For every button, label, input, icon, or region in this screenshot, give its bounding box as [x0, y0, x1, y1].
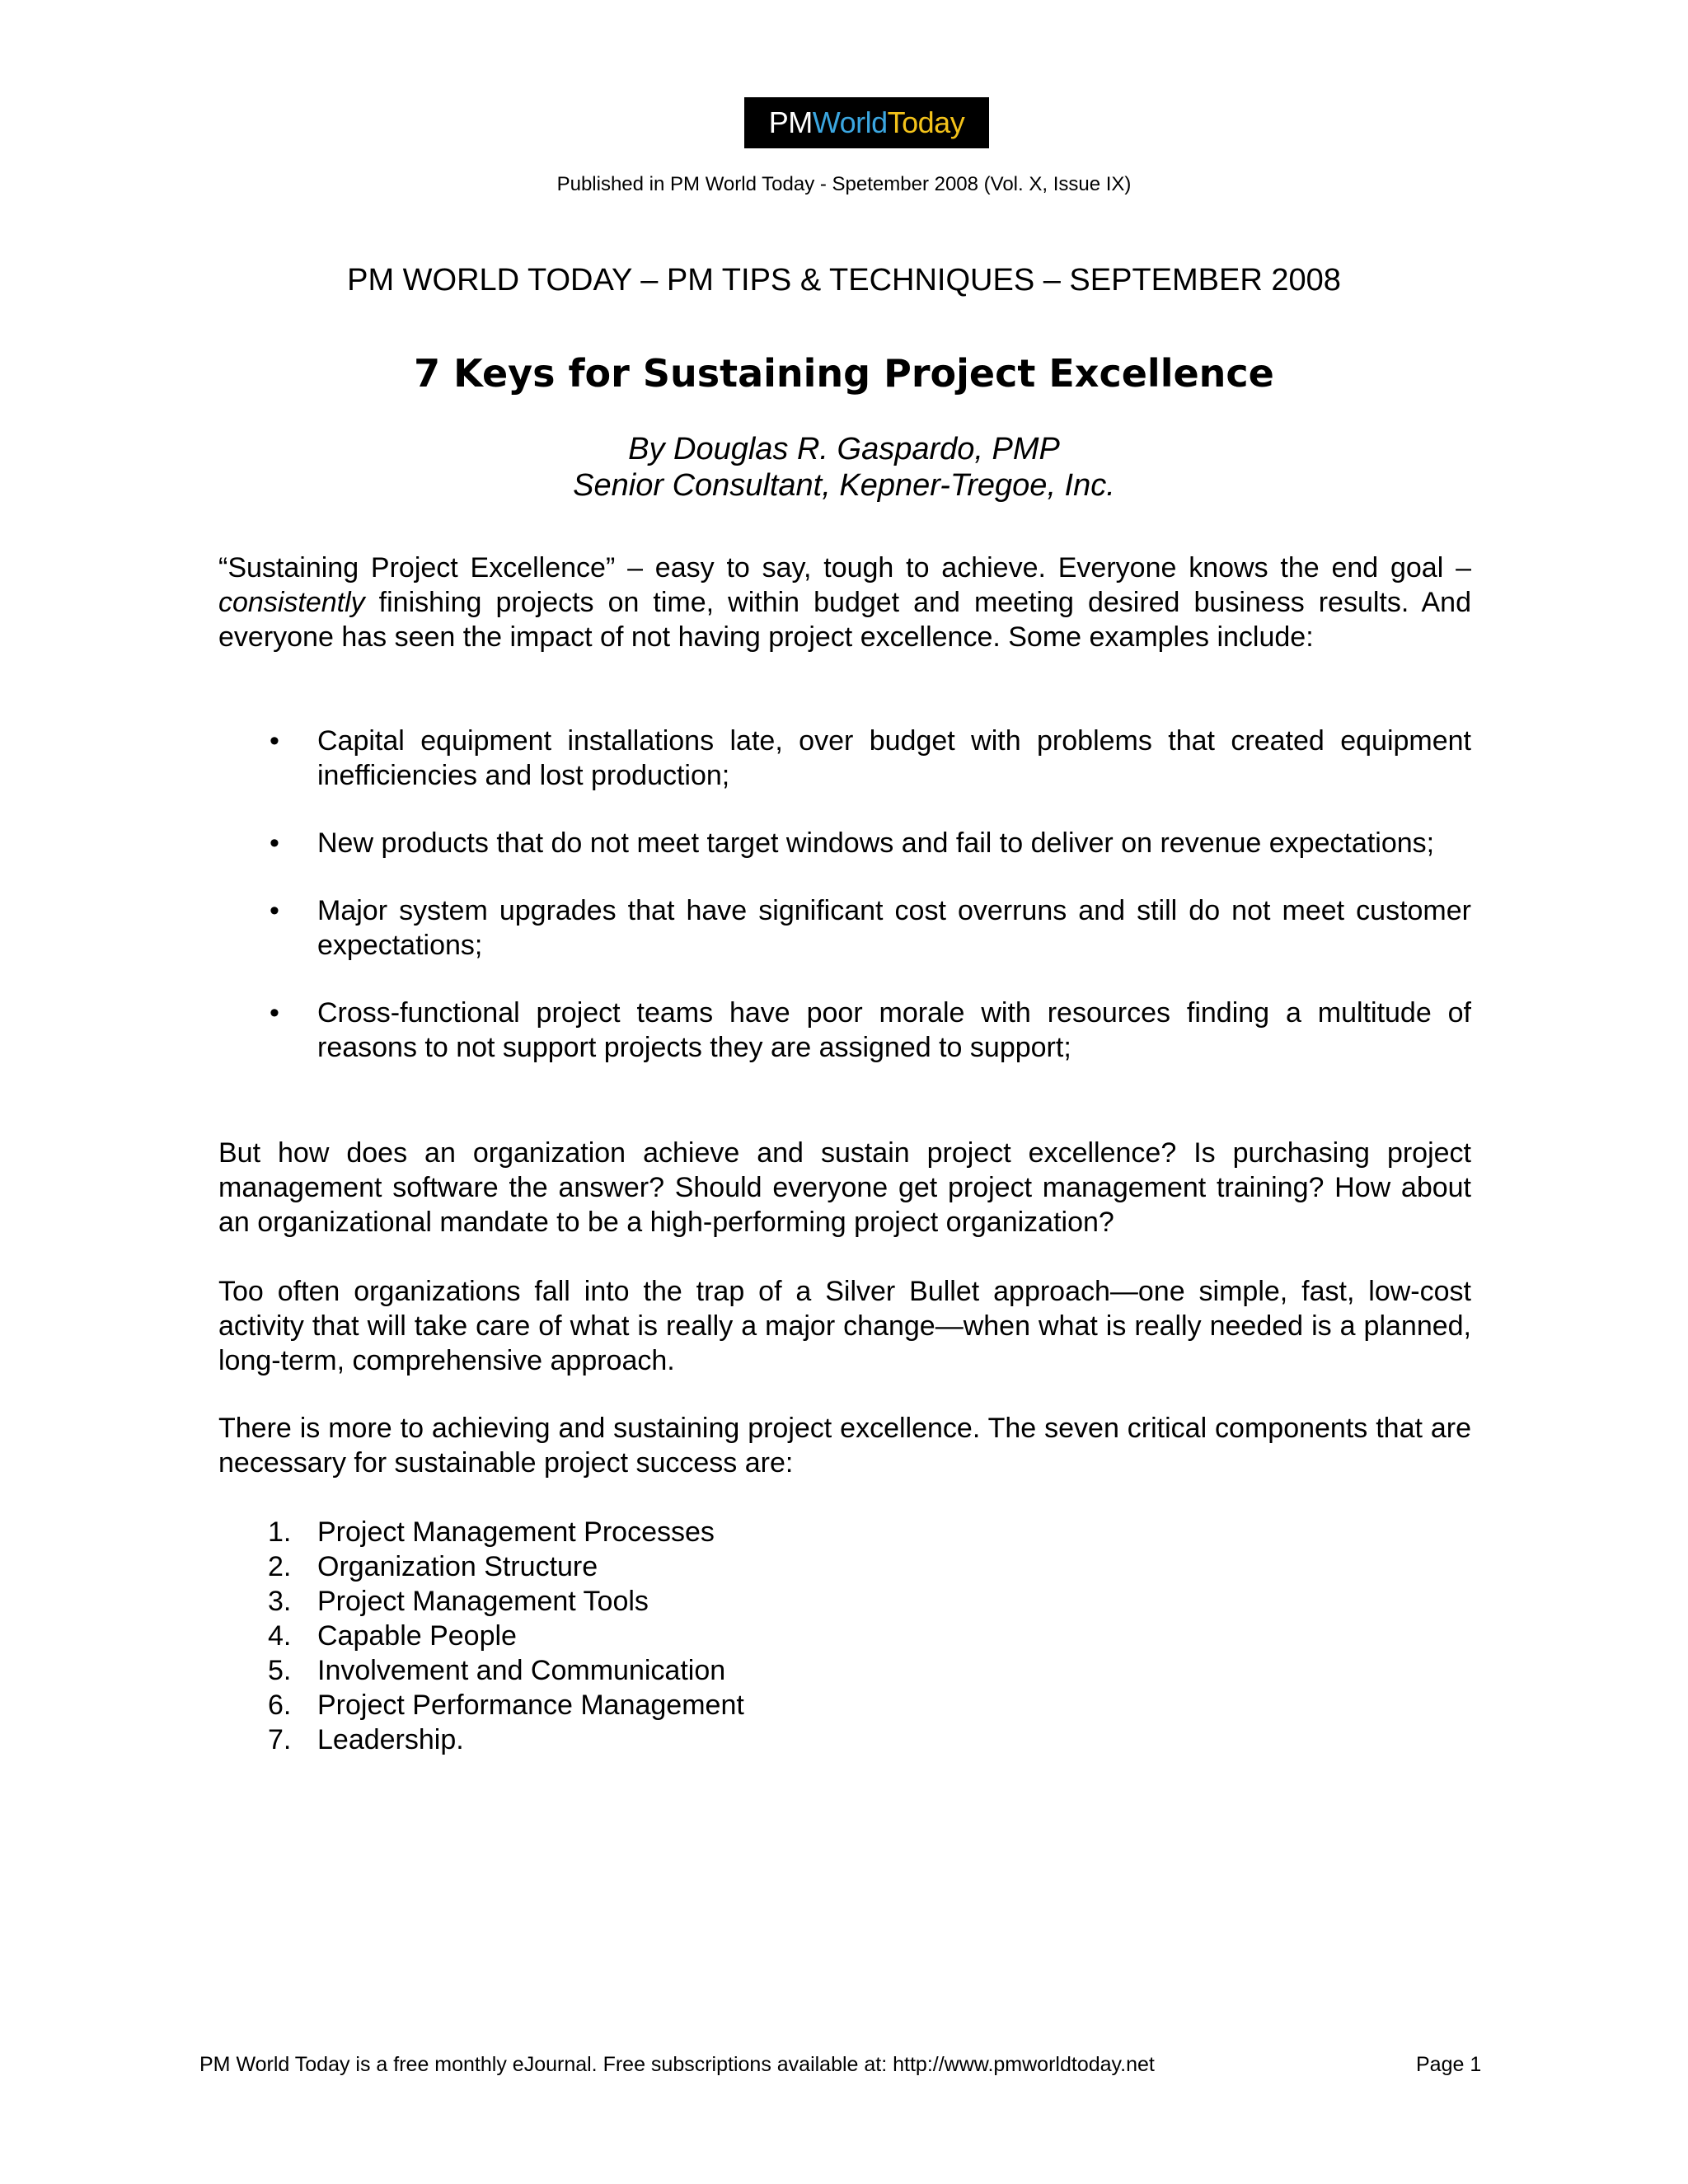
- bullet-item: [218, 826, 1471, 860]
- author-role: Senior Consultant, Kepner-Tregoe, Inc.: [573, 468, 1115, 503]
- paragraph-text: There is more to achieving and sustaining project excellence. The seven critical components that are necessary for sustainable project success are:: [218, 1413, 1471, 1479]
- bullet-text: Cross-functional project teams have poor morale with resources finding a multitude of reasons to not support projects they are assigned to support;: [317, 997, 1471, 1063]
- paragraph-silver-bullet: [218, 1274, 1471, 1378]
- author-name: By Douglas R. Gaspardo, PMP: [628, 432, 1060, 466]
- list-text: Leadership.: [317, 1724, 464, 1755]
- list-number: 7.: [268, 1724, 292, 1755]
- pm-world-today-logo: [744, 97, 989, 148]
- intro-text-start: “Sustaining Project Excellence” – easy to say, tough to achieve. Everyone knows the end goal –: [218, 552, 1471, 583]
- list-text: Organization Structure: [317, 1551, 598, 1582]
- list-item: [218, 1619, 1471, 1653]
- list-number: 1.: [268, 1516, 292, 1548]
- list-item: [218, 1515, 1471, 1549]
- list-item: [218, 1549, 1471, 1584]
- page-number: Page 1: [1416, 2053, 1482, 2076]
- list-item: [218, 1722, 1471, 1757]
- list-number: 4.: [268, 1620, 292, 1652]
- list-number: 2.: [268, 1551, 292, 1582]
- bullet-item: [218, 996, 1471, 1065]
- list-text: Involvement and Communication: [317, 1655, 726, 1686]
- intro-text-end: finishing projects on time, within budget and meeting desired business results. And everyone has seen the impact of not having project excellence. Some examples include:: [218, 587, 1471, 653]
- list-text: Project Management Tools: [317, 1586, 649, 1617]
- footer-subscription-note: PM World Today is a free monthly eJournal. Free subscriptions available at: http://www.pmworldtoday.net: [199, 2053, 1155, 2076]
- intro-emphasis: consistently: [218, 587, 365, 618]
- bullet-item: [218, 724, 1471, 793]
- components-numbered-list: [218, 1515, 1471, 1757]
- article-title: 7 Keys for Sustaining Project Excellence: [414, 351, 1274, 396]
- list-item: [218, 1653, 1471, 1688]
- bullet-marker: •: [270, 725, 279, 757]
- publication-note: Published in PM World Today - Spetember 2008 (Vol. X, Issue IX): [556, 173, 1132, 195]
- bullet-text: New products that do not meet target windows and fail to deliver on revenue expectations;: [317, 827, 1435, 859]
- bullet-marker: •: [270, 895, 279, 926]
- logo-text-pm: PM: [768, 105, 813, 139]
- list-text: Project Performance Management: [317, 1690, 744, 1721]
- examples-bullet-list: [218, 724, 1471, 1098]
- list-text: Project Management Processes: [317, 1516, 715, 1548]
- byline: [0, 431, 1688, 504]
- logo-text-today: Today: [887, 105, 965, 139]
- list-number: 5.: [268, 1655, 292, 1686]
- intro-paragraph: [218, 551, 1471, 654]
- bullet-text: Major system upgrades that have significant cost overruns and still do not meet customer expectations;: [317, 895, 1471, 961]
- paragraph-components-intro: [218, 1411, 1471, 1480]
- bullet-marker: •: [270, 827, 279, 859]
- list-item: [218, 1584, 1471, 1619]
- list-text: Capable People: [317, 1620, 517, 1652]
- bullet-text: Capital equipment installations late, over budget with problems that created equipment inefficiencies and lost production;: [317, 725, 1471, 791]
- section-kicker: PM WORLD TODAY – PM TIPS & TECHNIQUES – SEPTEMBER 2008: [347, 263, 1341, 298]
- bullet-item: [218, 893, 1471, 963]
- list-number: 3.: [268, 1586, 292, 1617]
- paragraph-text: Too often organizations fall into the trap of a Silver Bullet approach—one simple, fast, low-cost activity that will take care of what is really a major change—when what is really needed is a planned, long-term, comprehensive approach.: [218, 1276, 1471, 1376]
- list-item: [218, 1688, 1471, 1722]
- bullet-marker: •: [270, 997, 279, 1029]
- paragraph-text: But how does an organization achieve and sustain project excellence? Is purchasing project management software the answer? Should everyone get project management training? How about an organizational mandate to be a high-performing project organization?: [218, 1137, 1471, 1238]
- list-number: 6.: [268, 1690, 292, 1721]
- paragraph-questions: [218, 1136, 1471, 1240]
- logo-text-world: World: [812, 105, 888, 139]
